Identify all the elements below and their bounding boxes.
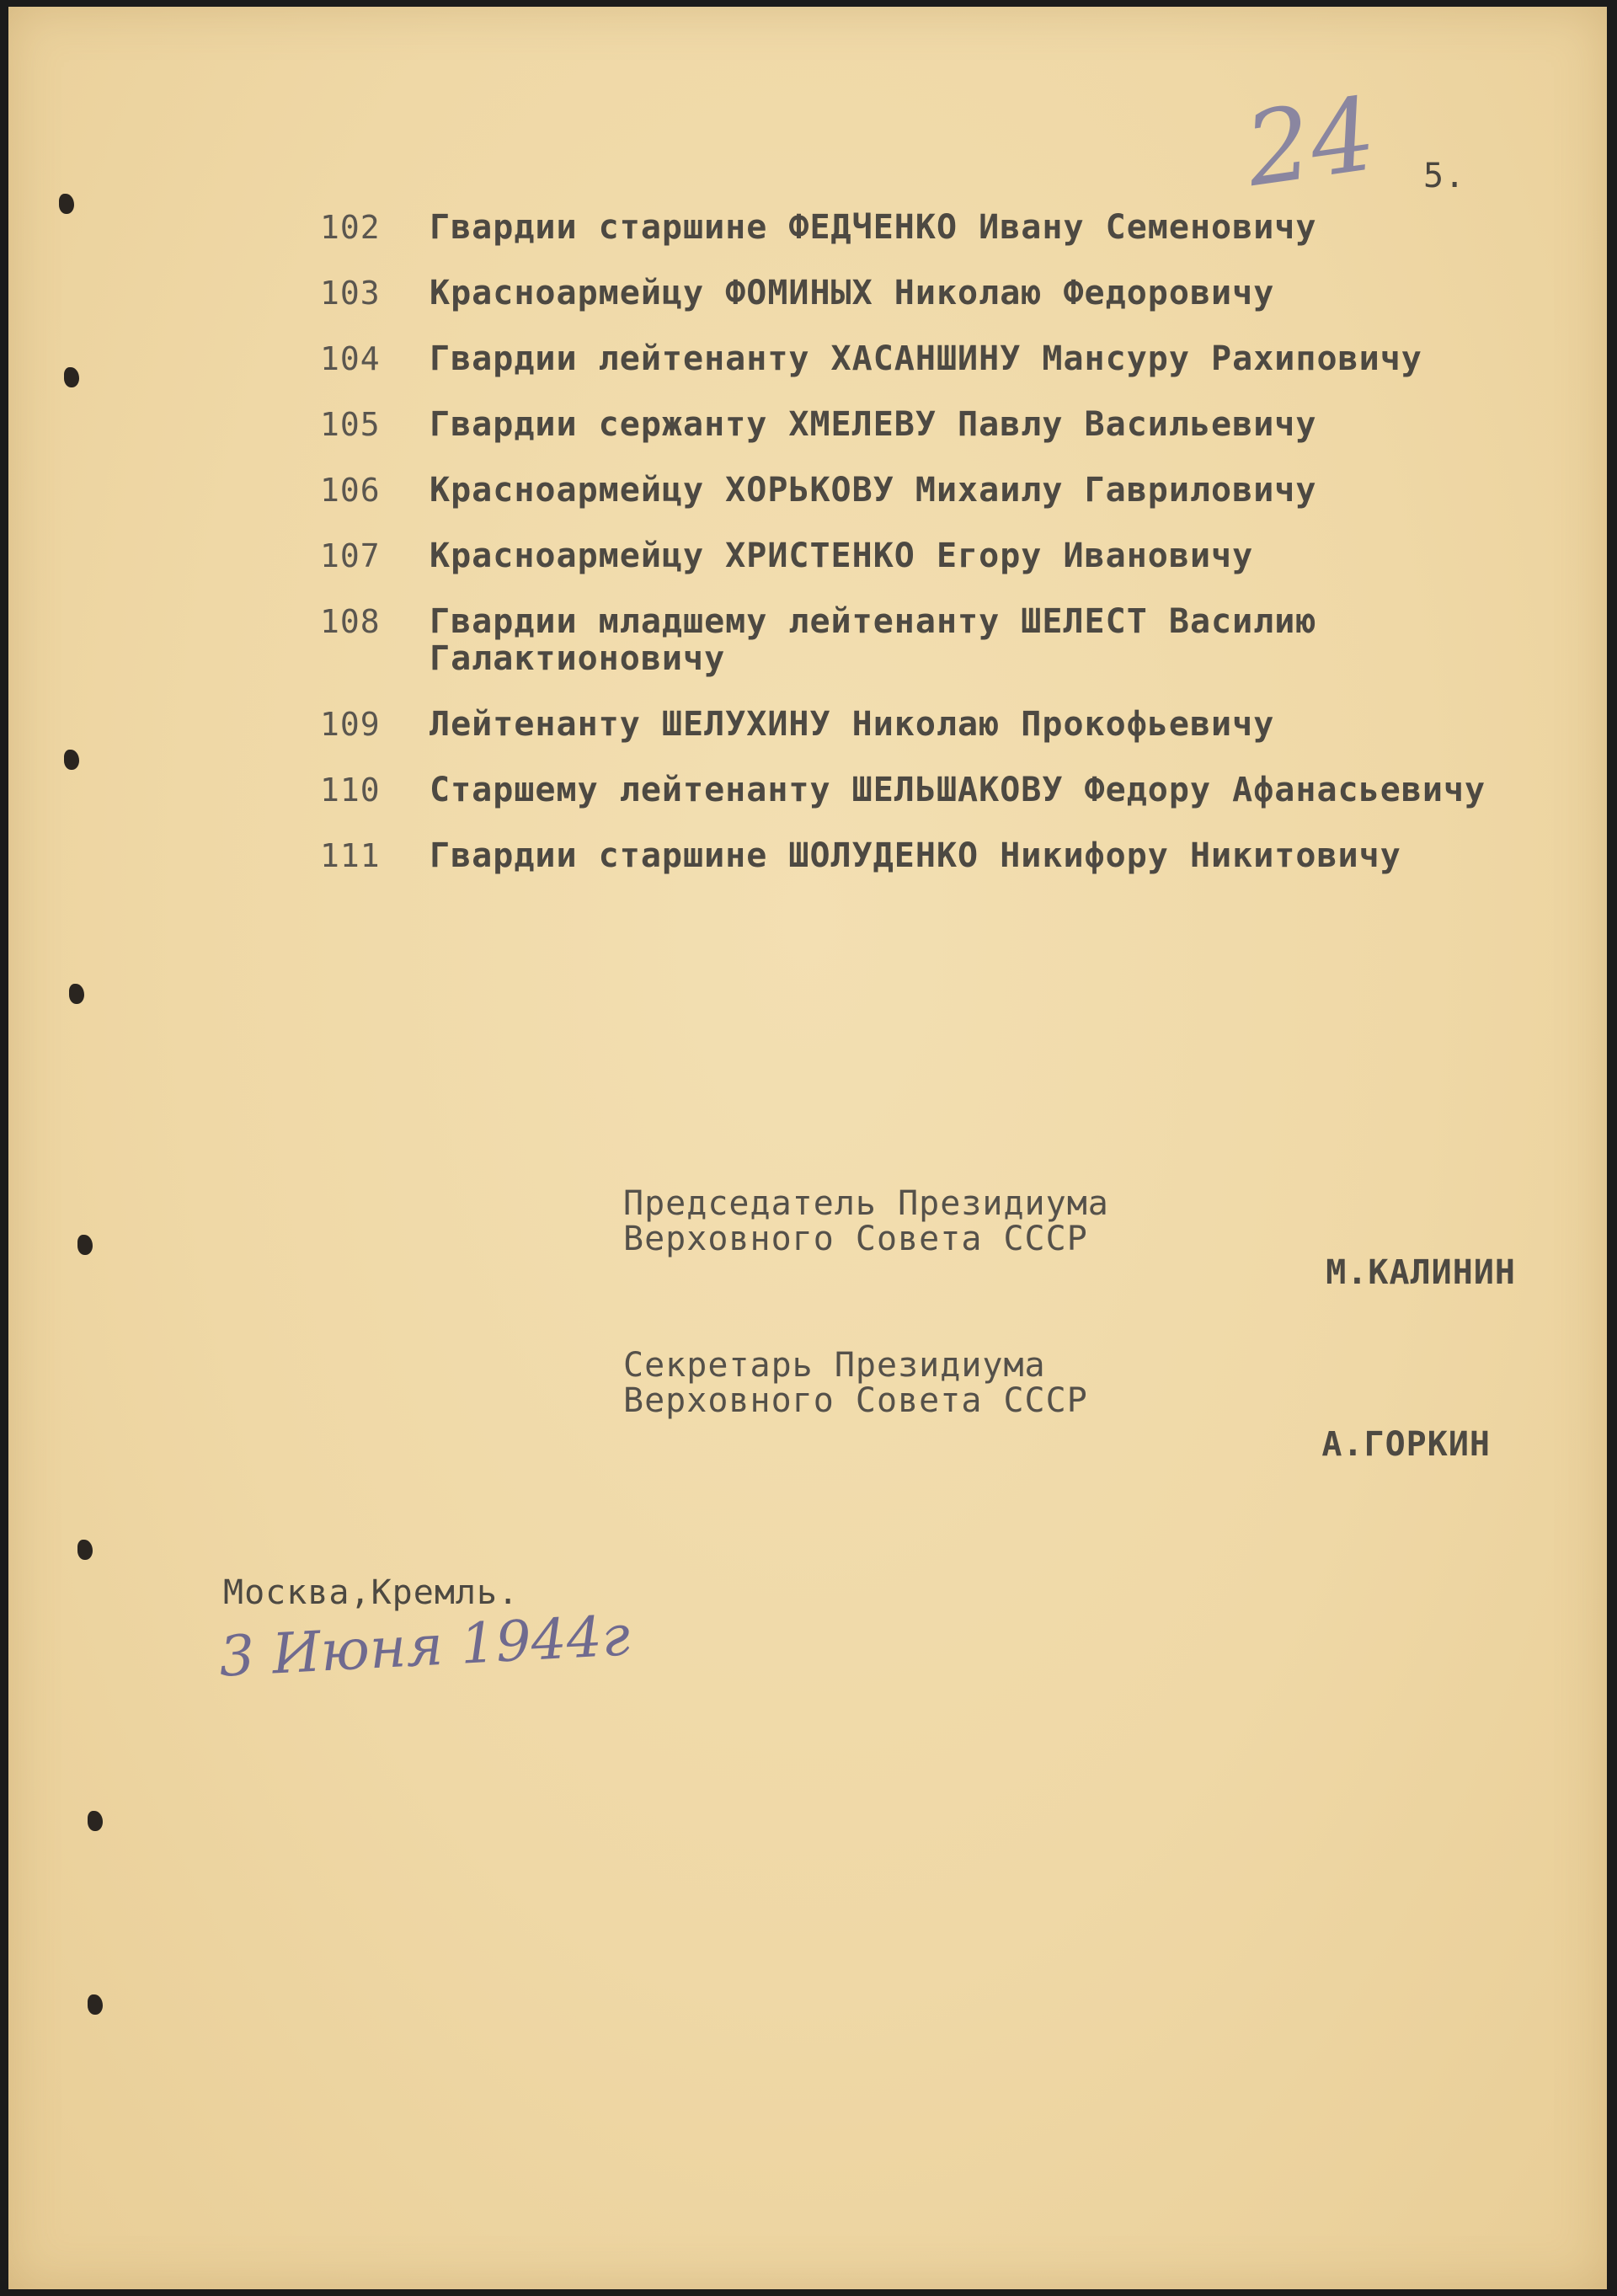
- entry-text: Гвардии сержанту ХМЕЛЕВУ Павлу Васильевичу: [430, 405, 1317, 444]
- list-item: [320, 275, 1566, 312]
- list-item: [320, 706, 1566, 743]
- entry-number: 107: [320, 537, 381, 574]
- entry-text: Красноармейцу ФОМИНЫХ Николаю Федоровичу: [430, 274, 1275, 312]
- binder-hole: [88, 1994, 103, 2015]
- binder-hole: [69, 984, 84, 1004]
- list-item: [320, 406, 1566, 443]
- award-list: [320, 209, 1566, 903]
- signature-block-chairman: [623, 1184, 1566, 1292]
- list-item: [320, 537, 1566, 574]
- signatory-title-line: Верховного Совета СССР: [623, 1381, 1088, 1420]
- entry-number: 106: [320, 472, 381, 509]
- entry-number: 111: [320, 837, 381, 874]
- list-item: [320, 340, 1566, 377]
- entry-number: 102: [320, 209, 381, 246]
- signatory-title-line: Верховного Совета СССР: [623, 1220, 1088, 1258]
- entry-text: Старшему лейтенанту ШЕЛЬШАКОВУ Федору Афанасьевичу: [430, 771, 1486, 809]
- handwritten-date: 3 Июня 1944г: [217, 1603, 632, 1690]
- list-item: [320, 772, 1566, 809]
- entry-number: 104: [320, 340, 381, 377]
- handwritten-page-number: 24: [1239, 76, 1383, 210]
- signature-block-secretary: [623, 1346, 1566, 1464]
- binder-hole: [77, 1540, 93, 1560]
- entry-text: Красноармейцу ХРИСТЕНКО Егору Ивановичу: [430, 537, 1254, 575]
- binder-hole: [77, 1235, 93, 1255]
- entry-text: Красноармейцу ХОРЬКОВУ Михаилу Гавриловичу: [430, 471, 1317, 510]
- entry-text: Гвардии младшему лейтенанту ШЕЛЕСТ Василию Галактионовичу: [430, 602, 1317, 678]
- list-item: [320, 837, 1566, 874]
- binder-hole: [59, 194, 74, 214]
- list-item: [320, 603, 1566, 677]
- signatory-title-line: Председатель Президиума: [623, 1184, 1109, 1223]
- signatory-name: М.КАЛИНИН: [1326, 1253, 1516, 1292]
- signatory-title-line: Секретарь Президиума: [623, 1346, 1046, 1385]
- place-of-issue: Москва,Кремль.: [223, 1573, 520, 1612]
- typed-page-number: 5.: [1423, 157, 1466, 195]
- entry-number: 103: [320, 275, 381, 312]
- binder-hole: [64, 367, 79, 387]
- binder-hole: [64, 750, 79, 770]
- signatory-name: А.ГОРКИН: [1321, 1425, 1491, 1464]
- entry-text: Гвардии лейтенанту ХАСАНШИНУ Мансуру Рахиповичу: [430, 339, 1422, 378]
- entry-number: 108: [320, 603, 381, 640]
- entry-text: Гвардии старшине ФЕДЧЕНКО Ивану Семеновичу: [430, 208, 1317, 247]
- entry-number: 109: [320, 706, 381, 743]
- binder-hole: [88, 1811, 103, 1831]
- document-page: [8, 7, 1607, 2289]
- entry-number: 105: [320, 406, 381, 443]
- list-item: [320, 472, 1566, 509]
- entry-text: Гвардии старшине ШОЛУДЕНКО Никифору Никитовичу: [430, 836, 1401, 875]
- entry-number: 110: [320, 772, 381, 809]
- list-item: [320, 209, 1566, 246]
- entry-text: Лейтенанту ШЕЛУХИНУ Николаю Прокофьевичу: [430, 705, 1275, 744]
